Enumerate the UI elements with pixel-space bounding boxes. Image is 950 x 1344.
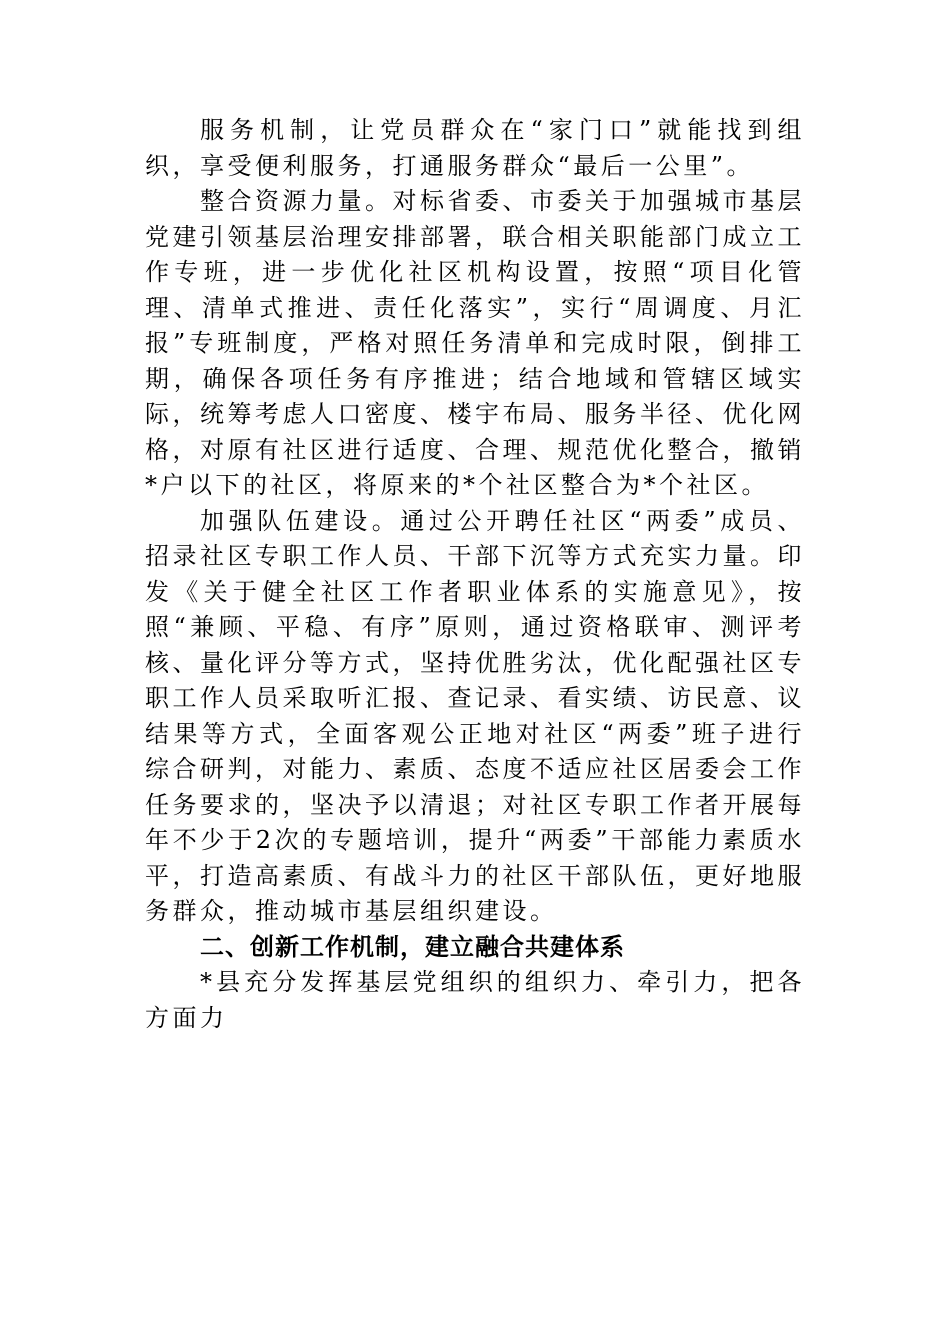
paragraph-service-mechanism: 服务机制，让党员群众在“家门口”就能找到组织，享受便利服务，打通服务群众“最后一公里”。: [145, 116, 805, 180]
paragraph-integrate-resources: 整合资源力量。对标省委、市委关于加强城市基层党建引领基层治理安排部署，联合相关职能部门成立工作专班，进一步优化社区机构设置，按照“项目化管理、清单式推进、责任化落实”，实行“周调度、月汇报”专班制度，严格对照任务清单和完成时限，倒排工期，确保各项任务有序推进；结合地域和管辖区域实际，统筹考虑人口密度、楼宇布局、服务半径、优化网格，对原有社区进行适度、合理、规范优化整合，撤销*户以下的社区，将原来的*个社区整合为*个社区。: [145, 187, 805, 499]
paragraph-team-building: 加强队伍建设。通过公开聘任社区“两委”成员、招录社区专职工作人员、干部下沉等方式充实力量。印发《关于健全社区工作者职业体系的实施意见》，按照“兼顾、平稳、有序”原则，通过资格联审、测评考核、量化评分等方式，坚持优胜劣汰，优化配强社区专职工作人员采取听汇报、查记录、看实绩、访民意、议结果等方式，全面客观公正地对社区“两委”班子进行综合研判，对能力、素质、态度不适应社区居委会工作任务要求的，坚决予以清退；对社区专职工作者开展每年不少于2次的专题培训，提升“两委”干部能力素质水平，打造高素质、有战斗力的社区干部队伍，更好地服务群众，推动城市基层组织建设。: [145, 506, 805, 925]
section-heading: 二、创新工作机制，建立融合共建体系: [200, 932, 625, 961]
paragraph-county-intro: *县充分发挥基层党组织的组织力、牵引力，把各方面力: [145, 968, 805, 1032]
document-page: [145, 113, 805, 1036]
